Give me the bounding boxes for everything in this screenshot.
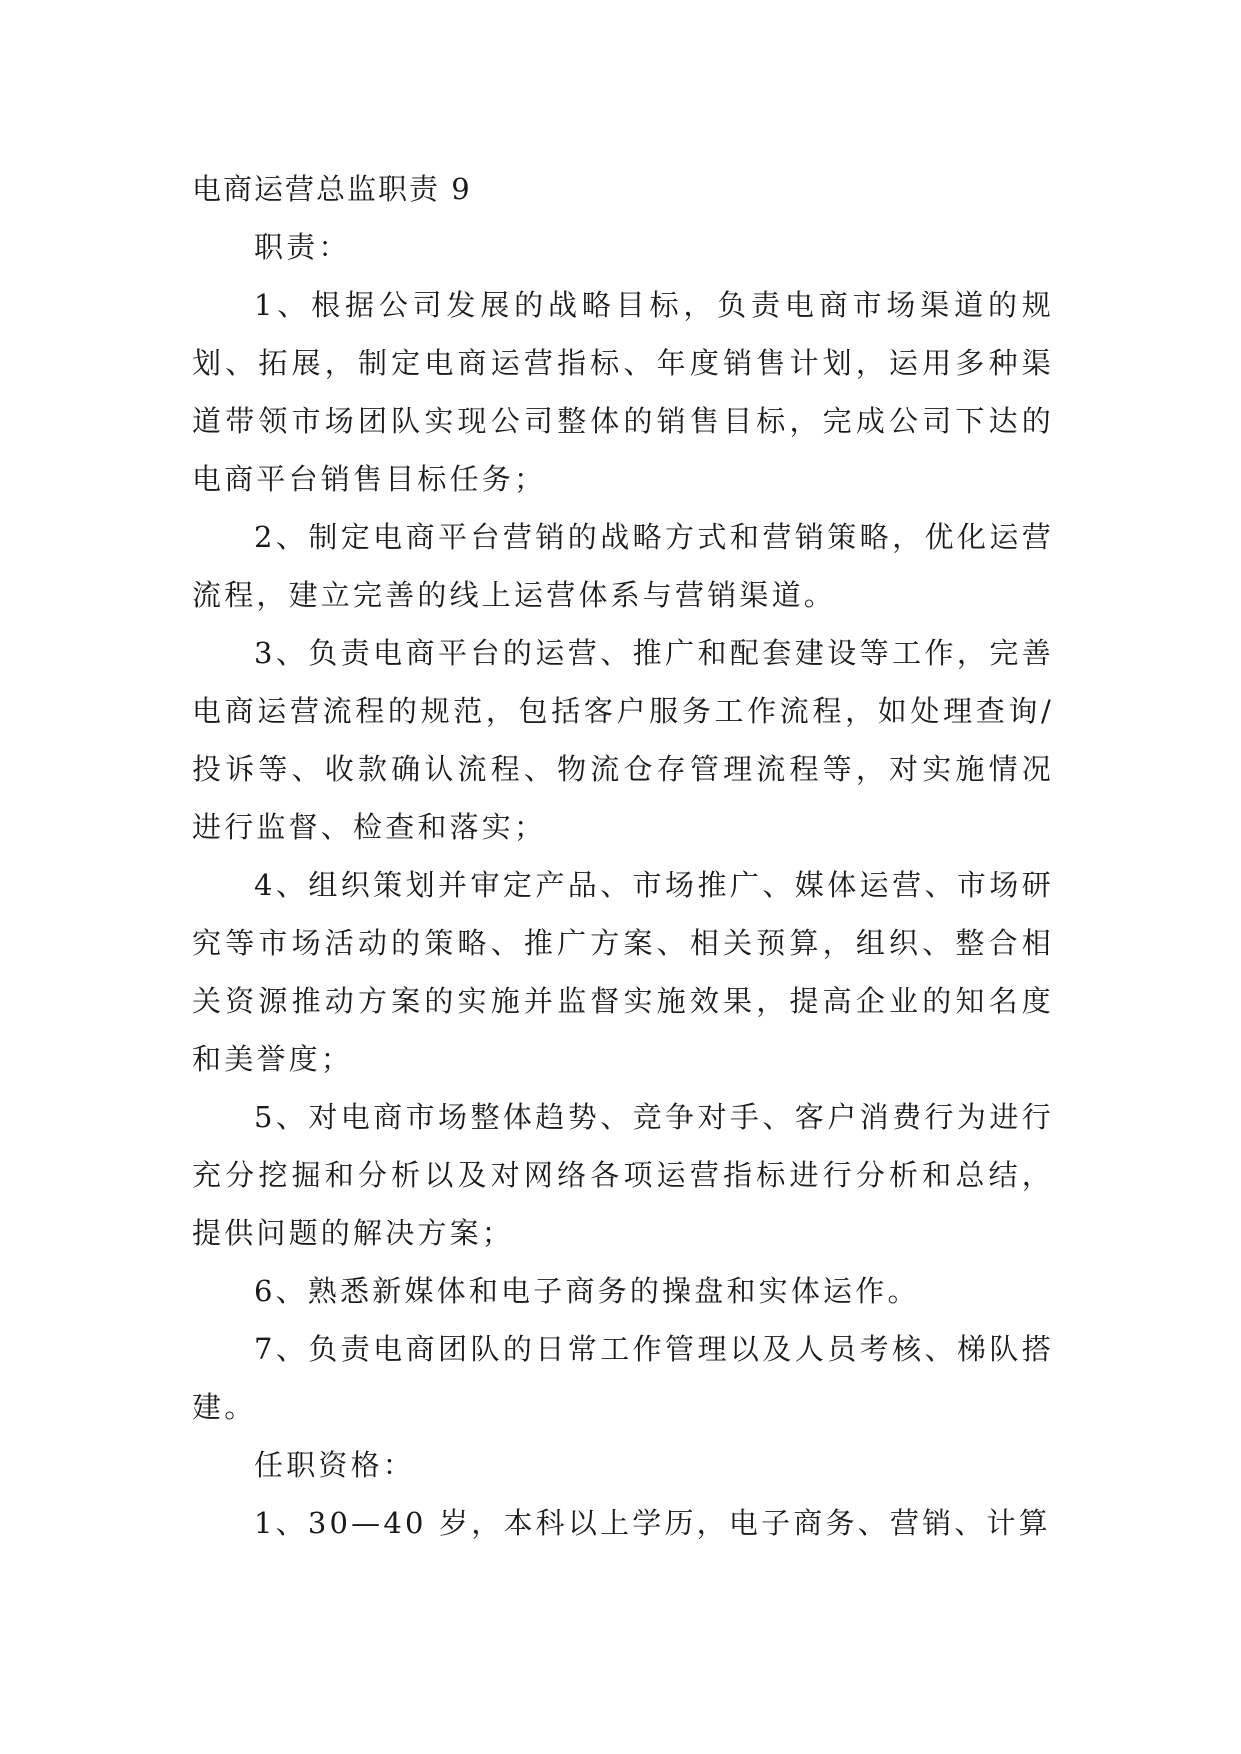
duty-item-4: 4、组织策划并审定产品、市场推广、媒体运营、市场研究等市场活动的策略、推广方案、相关预算，组织、整合相关资源推动方案的实施并监督实施效果，提高企业的知名度和美誉度； [192, 868, 1054, 1076]
qualification-item-1: 1、30—40 岁，本科以上学历，电子商务、营销、计算 [254, 1506, 1051, 1540]
duty-item-6: 6、熟悉新媒体和电子商务的操盘和实体运作。 [254, 1274, 920, 1308]
duty-item-5: 5、对电商市场整体趋势、竞争对手、客户消费行为进行充分挖掘和分析以及对网络各项运营指标进行分析和总结，提供问题的解决方案； [192, 1100, 1054, 1250]
duty-item-7: 7、负责电商团队的日常工作管理以及人员考核、梯队搭建。 [192, 1332, 1054, 1424]
qualifications-heading: 任职资格： [254, 1448, 416, 1482]
document-title: 电商运营总监职责 9 [192, 172, 472, 206]
duties-heading: 职责： [254, 230, 351, 264]
duty-item-1: 1、根据公司发展的战略目标，负责电商市场渠道的规划、拓展，制定电商运营指标、年度销售计划，运用多种渠道带领市场团队实现公司整体的销售目标，完成公司下达的电商平台销售目标任务； [192, 288, 1054, 496]
document-body [192, 160, 1054, 1552]
duty-item-2: 2、制定电商平台营销的战略方式和营销策略，优化运营流程，建立完善的线上运营体系与营销渠道。 [192, 520, 1054, 612]
duty-item-3: 3、负责电商平台的运营、推广和配套建设等工作，完善电商运营流程的规范，包括客户服务工作流程，如处理查询/投诉等、收款确认流程、物流仓存管理流程等，对实施情况进行监督、检查和落实； [192, 636, 1054, 844]
